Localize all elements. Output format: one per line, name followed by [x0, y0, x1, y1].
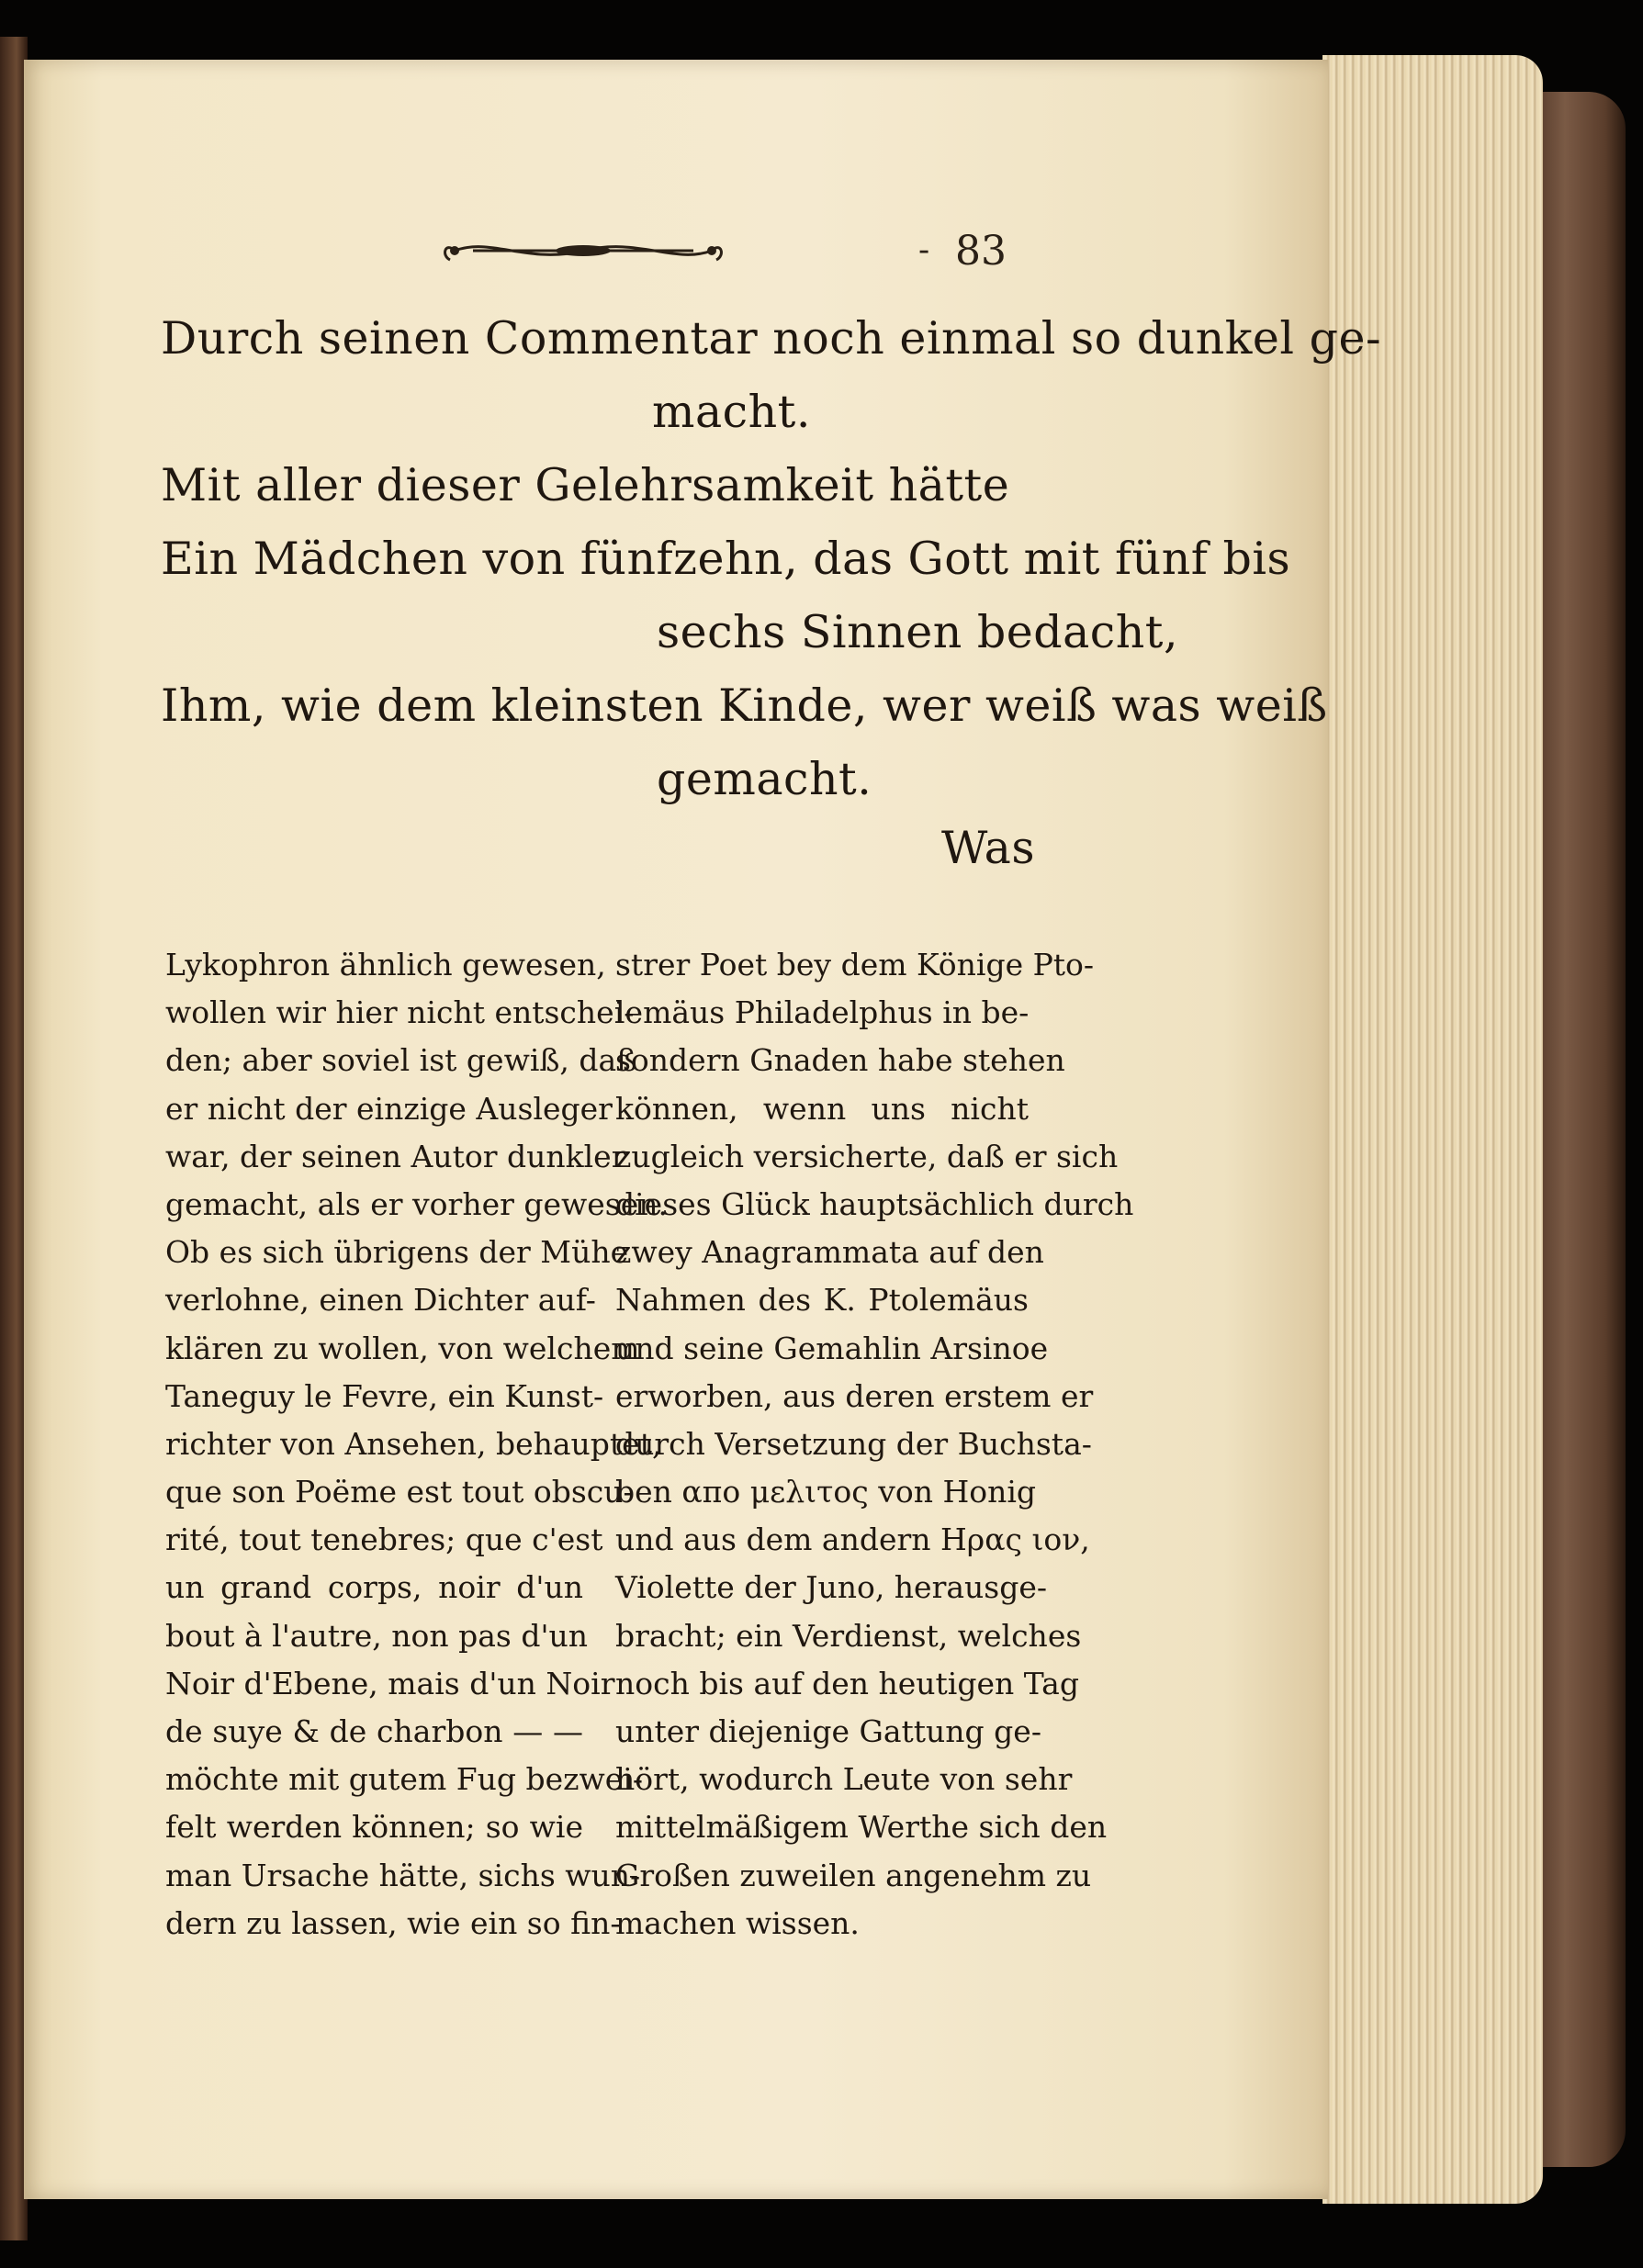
footnote-line: lemäus Philadelphus in be-: [615, 994, 1030, 1031]
footnote-line: dieses Glück hauptsächlich durch: [615, 1185, 1134, 1222]
footnote-line: zugleich versicherte, daß er sich: [615, 1138, 1119, 1174]
footnote-line: erworben, aus deren erstem er: [615, 1377, 1094, 1414]
footnote-line: que son Poëme est tout obscu-: [165, 1474, 634, 1510]
footnote-line: Lykophron ähnlich gewesen,: [165, 947, 606, 982]
footnote-line: verlohne, einen Dichter auf-: [165, 1282, 596, 1319]
footnote-line: strer Poet bey dem Könige Pto-: [615, 947, 1095, 982]
footnote-line: sondern Gnaden habe stehen: [615, 1042, 1065, 1079]
footnote-line: un grand corps, noir d'un: [165, 1569, 583, 1606]
footnote-line: bout à l'autre, non pas d'un: [165, 1617, 589, 1654]
footnote-line: man Ursache hätte, sichs wun-: [165, 1857, 641, 1893]
footnote-line: Großen zuweilen angenehm zu: [615, 1857, 1092, 1893]
footnote-line: noch bis auf den heutigen Tag: [615, 1665, 1079, 1701]
footnote-line: unter diejenige Gattung ge-: [615, 1713, 1041, 1749]
verse-line: sechs Sinnen bedacht,: [657, 606, 1179, 658]
footnote-line: durch Versetzung der Buchsta-: [615, 1425, 1092, 1462]
header-dash: -: [918, 231, 930, 269]
verse-line: Mit aller dieser Gelehrsamkeit hätte: [161, 459, 1010, 511]
footnote-line: hört, wodurch Leute von sehr: [615, 1761, 1073, 1798]
ornament-icon: [436, 228, 730, 274]
verse-line: gemacht.: [657, 753, 872, 805]
footnote-line: bracht; ein Verdienst, welches: [615, 1617, 1082, 1654]
footnote-line: de suye & de charbon — —: [165, 1713, 583, 1749]
footnote-column-right: [615, 941, 1134, 1948]
footnote-line: können, wenn uns nicht: [615, 1090, 1029, 1127]
footnote-column-left: [165, 941, 669, 1948]
footnote-line: wollen wir hier nicht entschei-: [165, 994, 635, 1031]
footnote-line: Violette der Juno, herausge-: [615, 1569, 1048, 1606]
page-edges: [1322, 55, 1543, 2204]
footnote-line: Taneguy le Fevre, ein Kunst-: [165, 1377, 604, 1414]
footnote-line: möchte mit gutem Fug bezwei-: [165, 1761, 644, 1798]
footnote-line: Nahmen des K. Ptolemäus: [615, 1282, 1029, 1319]
page-number: 83: [955, 228, 1007, 275]
footnote-line: ben απο μελιτος von Honig: [615, 1474, 1037, 1510]
footnote-line: und aus dem andern Ηρας ιον,: [615, 1521, 1090, 1558]
verse-line: macht.: [652, 386, 811, 438]
footnote-line: zwey Anagrammata auf den: [615, 1234, 1044, 1271]
footnote-line: rité, tout tenebres; que c'est: [165, 1521, 603, 1558]
footnote-line: gemacht, als er vorher gewesen.: [165, 1185, 669, 1222]
footnote-line: dern zu lassen, wie ein so fin-: [165, 1904, 621, 1941]
footnote-line: mittelmäßigem Werthe sich den: [615, 1809, 1108, 1846]
footnote-line: felt werden können; so wie: [165, 1809, 583, 1846]
footnote-line: machen wissen.: [615, 1904, 860, 1941]
footnote-line: und seine Gemahlin Arsinoe: [615, 1330, 1049, 1366]
footnote-line: den; aber soviel ist gewiß, daß: [165, 1042, 637, 1079]
footnote-line: klären zu wollen, von welchem: [165, 1330, 640, 1366]
verse-line: Ihm, wie dem kleinsten Kinde, wer weiß was weiß: [161, 679, 1328, 732]
footnote-line: Noir d'Ebene, mais d'un Noir: [165, 1665, 615, 1701]
footnote-line: war, der seinen Autor dunkler: [165, 1138, 626, 1174]
footnote-line: Ob es sich übrigens der Mühe: [165, 1234, 629, 1271]
verse-line: Ein Mädchen von fünfzehn, das Gott mit fünf bis: [161, 533, 1291, 585]
footnote-line: er nicht der einzige Ausleger: [165, 1090, 613, 1127]
footnote-line: richter von Ansehen, behauptet,: [165, 1425, 662, 1462]
catchword: Was: [941, 822, 1035, 874]
verse-line: Durch seinen Commentar noch einmal so dunkel ge-: [161, 312, 1382, 365]
